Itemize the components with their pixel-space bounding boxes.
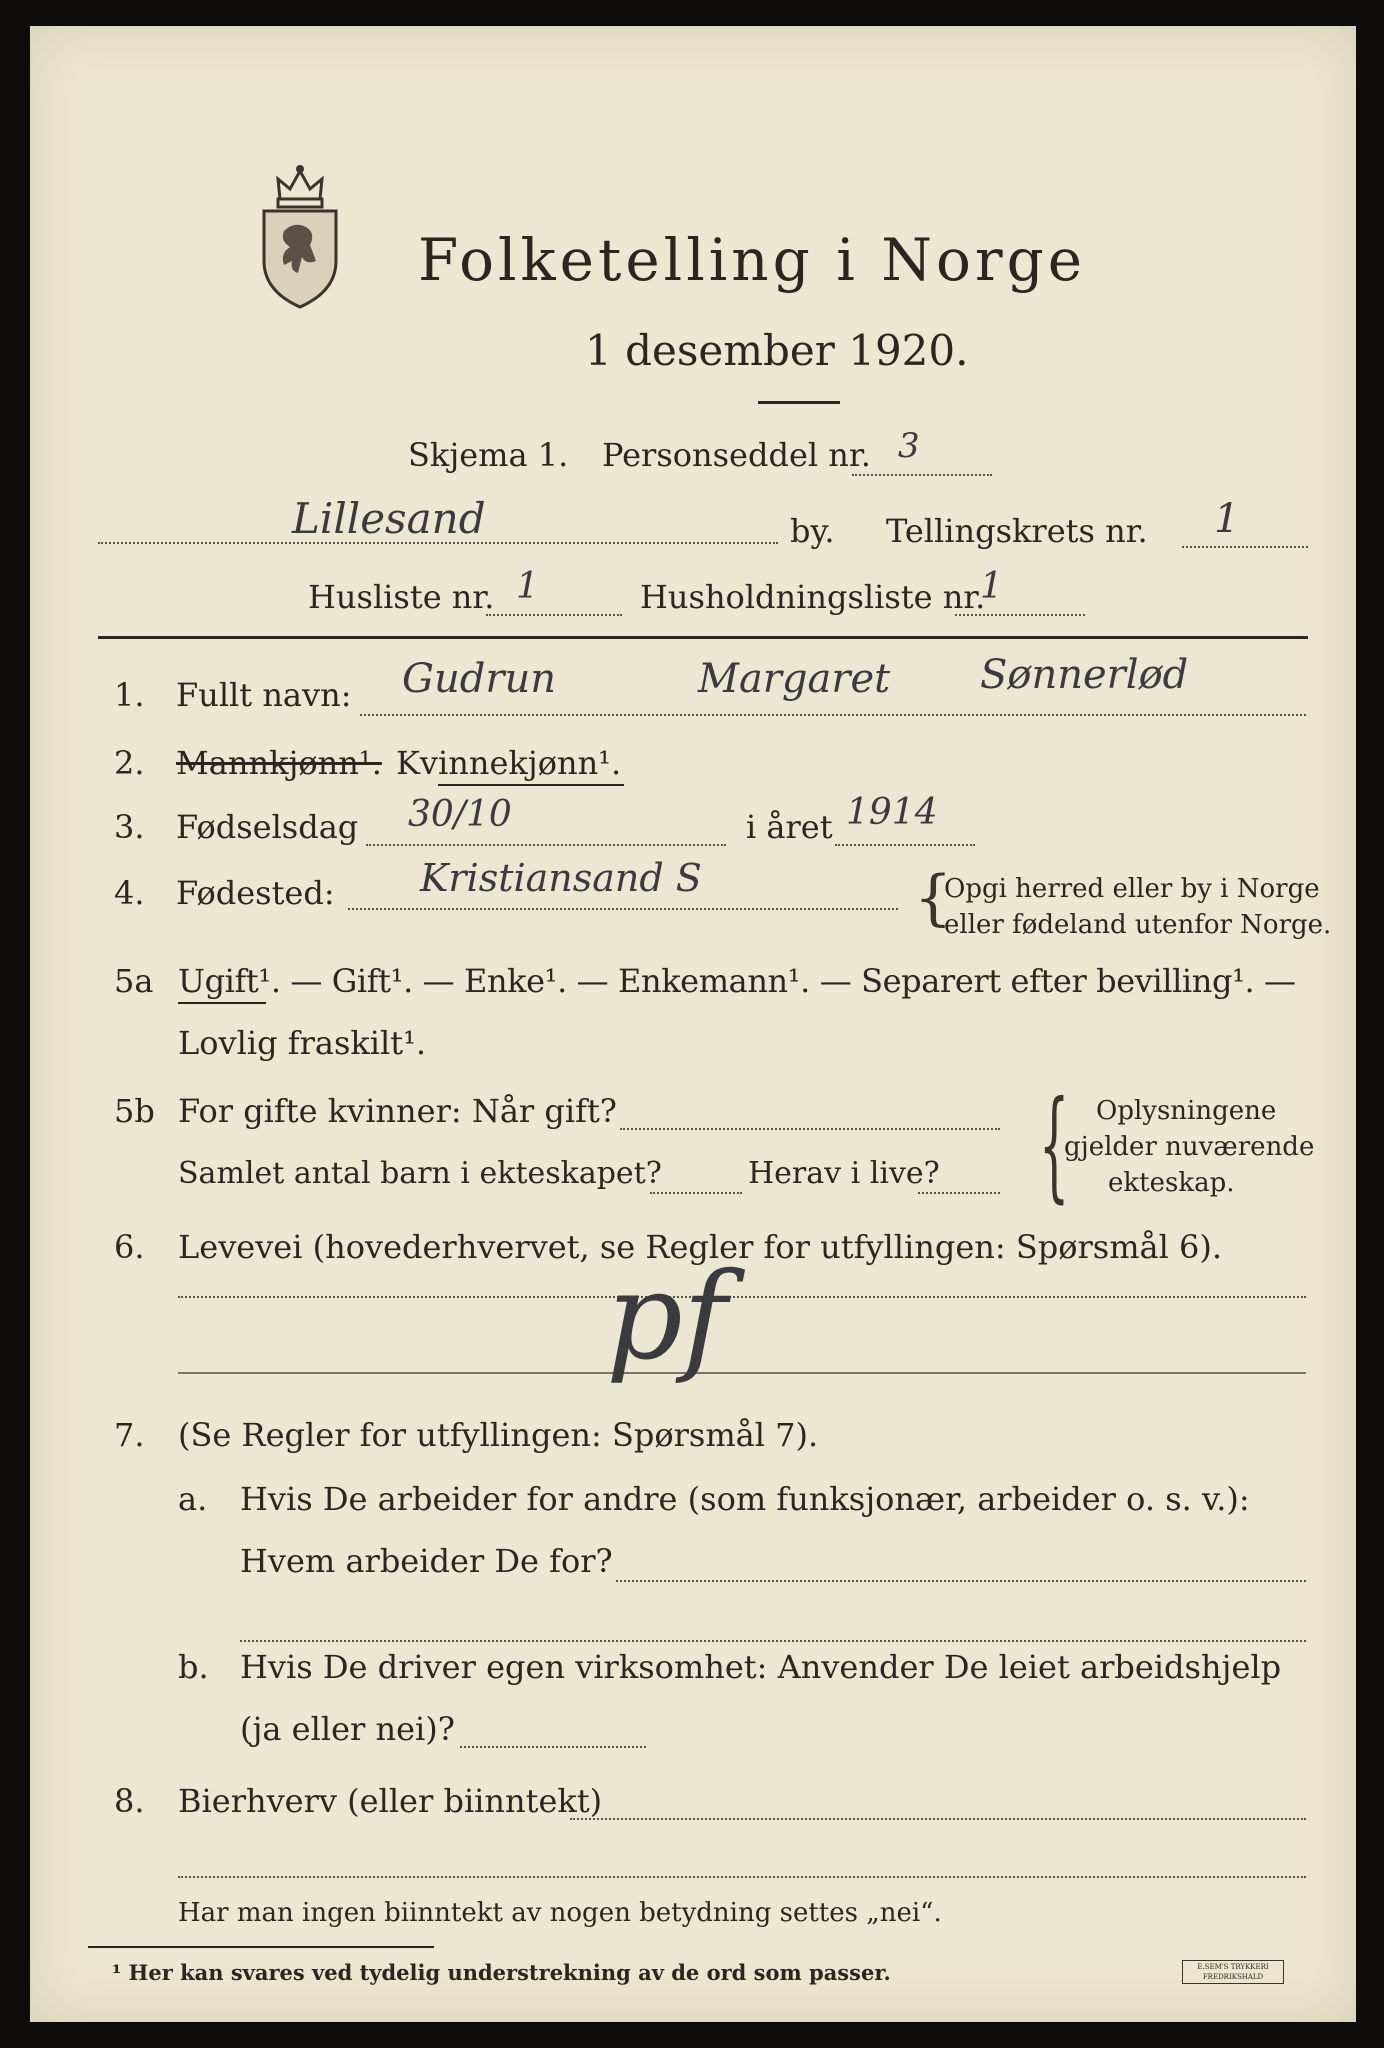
printer-stamp: [1182, 1960, 1284, 1984]
printer-stamp-text: E.SEM'S TRYKKERI FREDRIKSHALD: [1197, 1963, 1269, 1981]
q2-female-underline: [438, 784, 624, 786]
q1-label: Fullt navn:: [176, 676, 352, 714]
footer-divider: [88, 1946, 434, 1948]
q7-label: (Se Regler for utfyllingen: Spørsmål 7).: [178, 1416, 819, 1454]
q2-female-option: Kvinnekjønn¹.: [396, 744, 622, 782]
footnote: ¹ Her kan svares ved tydelig understrekning av de ord som passer.: [112, 1960, 891, 1985]
q2-number: 2.: [114, 744, 145, 782]
q4-number: 4.: [114, 874, 145, 912]
q7a-letter: a.: [178, 1480, 208, 1518]
q4-birthplace-value: Kristiansand S: [420, 856, 702, 900]
q7b-letter: b.: [178, 1648, 209, 1686]
q7b-line1: Hvis De driver egen virksomhet: Anvender De leiet arbeidshjelp: [240, 1648, 1282, 1686]
q5b-alive-label: Herav i live?: [748, 1156, 940, 1191]
tellingskrets-label: Tellingskrets nr.: [886, 512, 1148, 550]
husliste-label: Husliste nr.: [308, 578, 495, 616]
q5b-note-line2: gjelder nuværende: [1064, 1132, 1315, 1162]
husholdningsliste-value: 1: [980, 566, 1003, 607]
q1-last-name: Sønnerlød: [980, 652, 1189, 698]
q3-year-label: i året: [746, 808, 833, 846]
q7a-line1: Hvis De arbeider for andre (som funksjonær, arbeider o. s. v.):: [240, 1480, 1250, 1518]
form-title: Folketelling i Norge: [418, 226, 1087, 294]
q3-year-value: 1914: [846, 792, 938, 833]
q6-label: Levevei (hovederhvervet, se Regler for utfyllingen: Spørsmål 6).: [178, 1228, 1223, 1266]
census-date: 1 desember 1920.: [585, 326, 969, 375]
q5a-options-line2: Lovlig fraskilt¹.: [178, 1024, 427, 1062]
q5b-line1: For gifte kvinner: Når gift?: [178, 1092, 617, 1130]
q5b-number: 5b: [114, 1092, 155, 1130]
census-form-page: Folketelling i Norge 1 desember 1920. Skjema 1. Personseddel nr. 3 Lillesand by. Tellingskrets nr. 1 Husliste nr. 1 Husholdningsliste nr. 1 1. Fullt navn: Gudrun Margaret Sønnerlød 2. Mannkjønn¹. Kvinnekjønn¹. 3. Fødselsdag 30/10 i året 1914 4. Fødested: Kristiansand S { Opgi herred eller by i Norge eller fødeland utenfor Norge. 5a Ugift¹. — Gift¹. — Enke¹. — Enkemann¹. — Separert efter bevilling¹. — Lovlig fraskilt¹. 5b For gifte kvinner: Når gift? Samlet antal barn i ekteskapet? Herav i live? { Oplysningene gjelder nuværende ekteskap. 6. Levevei (hovederhvervet, se Regler for utfyllingen: Spørsmål 6). pf 7. (Se Regler for utfyllingen: Spørsmål 7). a. Hvis De arbeider for andre (som funksjonær, arbeider o. s. v.): Hvem arbeider De for? b. Hvis De driver egen virksomhet: Anvender De leiet arbeidshjelp (ja eller nei)? 8. Bierhverv (eller biinntekt) Har man ingen biinntekt av nogen betydning settes „nei“. ¹ Her kan svares ved tydelig understrekning av de ord som passer. E.SEM'S TRYKKERI FREDRIKSHALD: [30, 26, 1356, 2022]
q4-note-line2: eller fødeland utenfor Norge.: [944, 910, 1332, 940]
tellingskrets-value: 1: [1214, 496, 1240, 542]
q4-label: Fødested:: [176, 874, 335, 912]
q5b-children-label: Samlet antal barn i ekteskapet?: [178, 1156, 662, 1191]
city-value: Lillesand: [292, 494, 486, 543]
q7a-line2: Hvem arbeider De for?: [240, 1542, 613, 1580]
q3-day-value: 30/10: [408, 794, 512, 835]
q6-answer-line: [178, 1372, 1306, 1374]
q1-first-name: Gudrun: [402, 656, 556, 702]
q4-note-line1: Opgi herred eller by i Norge: [944, 874, 1320, 904]
q8-note: Har man ingen biinntekt av nogen betydning settes „nei“.: [178, 1898, 942, 1928]
q3-label: Fødselsdag: [176, 808, 359, 846]
q8-label: Bierhverv (eller biinntekt): [178, 1782, 603, 1820]
q5b-note-line3: ekteskap.: [1108, 1168, 1235, 1198]
q6-value: pf: [606, 1248, 728, 1387]
personseddel-value: 3: [898, 426, 920, 466]
q5a-options-line1: Ugift¹. — Gift¹. — Enke¹. — Enkemann¹. — Separert efter bevilling¹. —: [178, 962, 1296, 1000]
q8-number: 8.: [114, 1782, 145, 1820]
q3-number: 3.: [114, 808, 145, 846]
header-divider: [98, 636, 1308, 639]
by-label: by.: [790, 512, 835, 550]
husholdningsliste-label: Husholdningsliste nr.: [640, 578, 986, 616]
q5a-number: 5a: [114, 962, 154, 1000]
husliste-value: 1: [516, 566, 539, 607]
q5a-ugift-underline: [178, 1002, 266, 1004]
q1-middle-name: Margaret: [698, 656, 891, 702]
norwegian-coat-of-arms-icon: [250, 161, 350, 311]
q1-number: 1.: [114, 676, 145, 714]
q2-male-option: Mannkjønn¹.: [176, 744, 382, 782]
personseddel-label: Personseddel nr.: [602, 436, 871, 474]
q7-number: 7.: [114, 1416, 145, 1454]
schema-label: Skjema 1.: [408, 436, 569, 474]
q6-number: 6.: [114, 1228, 145, 1266]
title-divider: [758, 401, 840, 404]
q5b-note-line1: Oplysningene: [1096, 1096, 1277, 1126]
q7b-line2: (ja eller nei)?: [240, 1710, 455, 1748]
